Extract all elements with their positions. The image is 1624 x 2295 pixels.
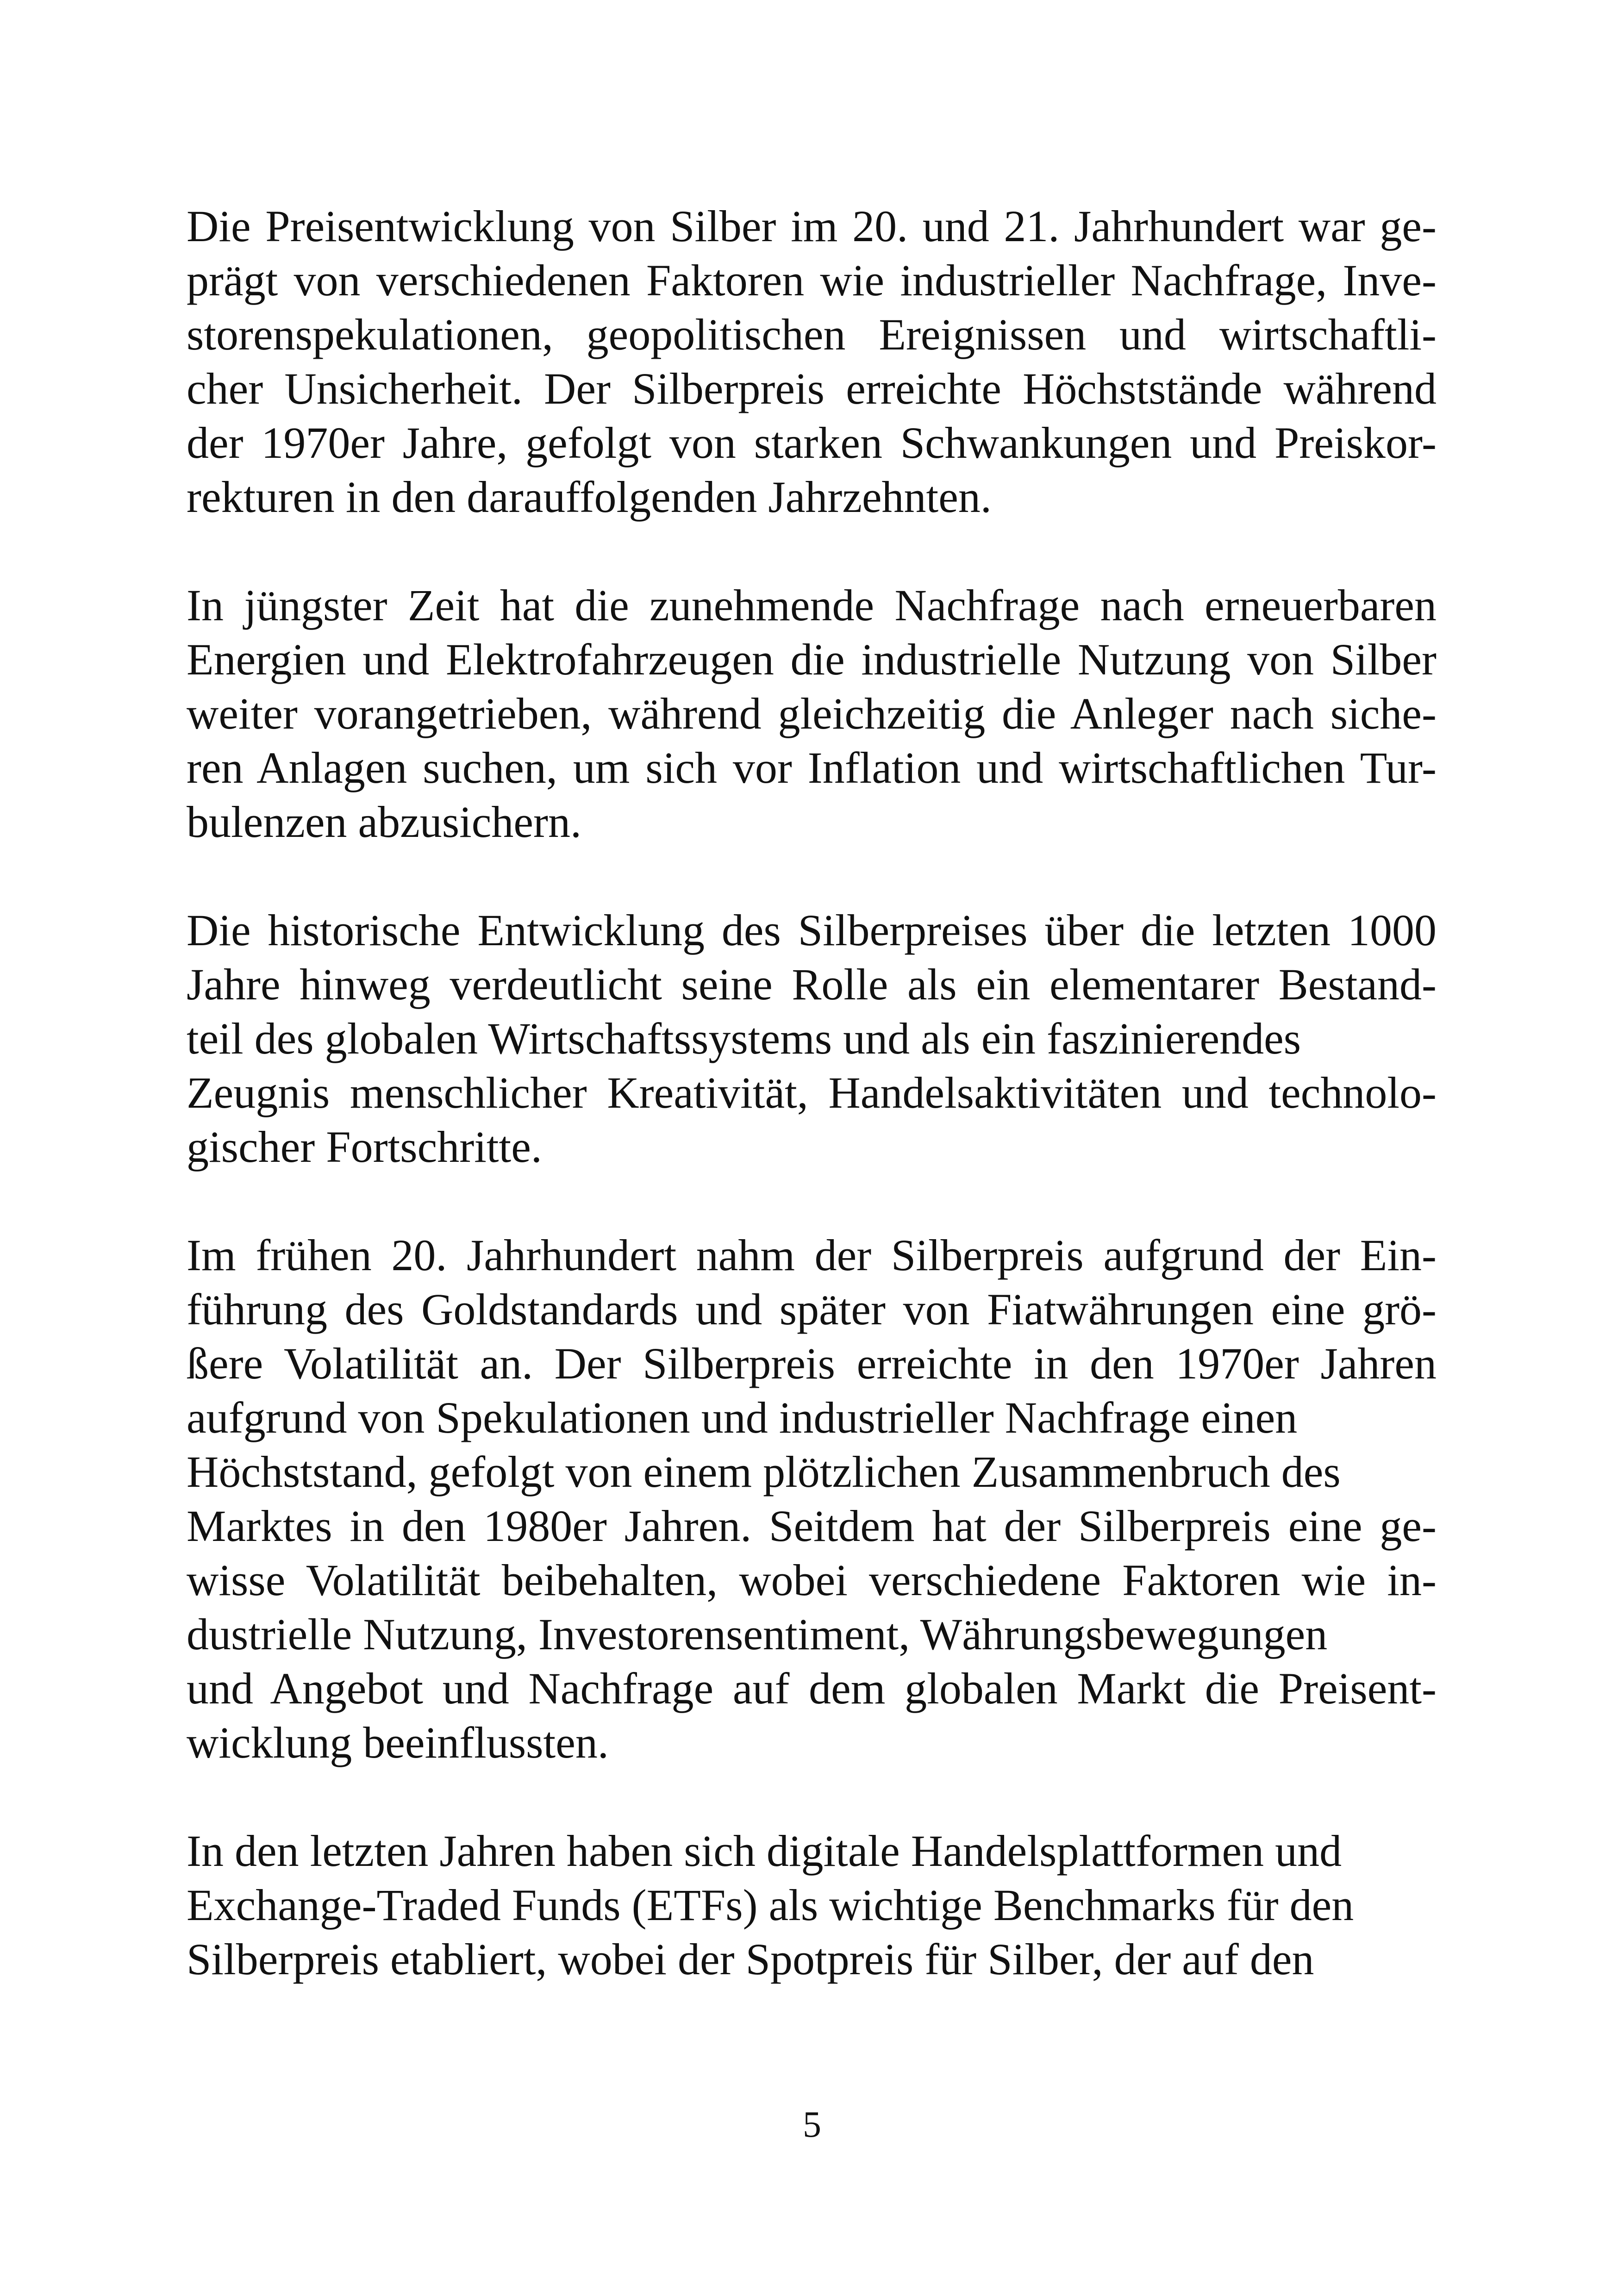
text-line: ßere Volatilität an. Der Silberpreis erreichte in den 1970er Jahren	[187, 1339, 1437, 1388]
text-line: rekturen in den darauffolgenden Jahrzehnten.	[187, 472, 992, 522]
text-line: ren Anlagen suchen, um sich vor Inflation und wirtschaftlichen Tur-	[187, 743, 1437, 792]
text-line: Energien und Elektrofahrzeugen die industrielle Nutzung von Silber	[187, 635, 1437, 684]
text-line: bulenzen abzusichern.	[187, 797, 581, 847]
body-text	[187, 199, 1437, 2040]
text-line: gischer Fortschritte.	[187, 1122, 542, 1172]
text-line: Silberpreis etabliert, wobei der Spotpreis für Silber, der auf den	[187, 1934, 1314, 1984]
text-line: führung des Goldstandards und später von Fiatwährungen eine grö-	[187, 1285, 1437, 1334]
text-line: In jüngster Zeit hat die zunehmende Nachfrage nach erneuerbaren	[187, 580, 1437, 630]
text-line: In den letzten Jahren haben sich digitale Handelsplattformen und	[187, 1826, 1342, 1876]
text-line: Höchststand, gefolgt von einem plötzlichen Zusammenbruch des	[187, 1447, 1341, 1497]
text-line: wicklung beeinflussten.	[187, 1718, 609, 1767]
text-line: weiter vorangetrieben, während gleichzeitig die Anleger nach siche-	[187, 689, 1437, 738]
text-line: prägt von verschiedenen Faktoren wie industrieller Nachfrage, Inve-	[187, 256, 1437, 305]
paragraph	[187, 1228, 1437, 1770]
text-line: Exchange-Traded Funds (ETFs) als wichtige Benchmarks für den	[187, 1880, 1354, 1930]
text-line: Die Preisentwicklung von Silber im 20. und 21. Jahrhundert war ge-	[187, 201, 1437, 251]
text-line: Die historische Entwicklung des Silberpreises über die letzten 1000	[187, 905, 1437, 955]
paragraph	[187, 199, 1437, 524]
paragraph	[187, 1824, 1437, 1986]
paragraph	[187, 903, 1437, 1174]
text-line: storenspekulationen, geopolitischen Ereignissen und wirtschaftli-	[187, 310, 1437, 359]
text-line: und Angebot und Nachfrage auf dem globalen Markt die Preisent-	[187, 1664, 1437, 1713]
text-line: der 1970er Jahre, gefolgt von starken Schwankungen und Preiskor-	[187, 418, 1437, 468]
text-line: Marktes in den 1980er Jahren. Seitdem hat der Silberpreis eine ge-	[187, 1501, 1437, 1551]
text-line: aufgrund von Spekulationen und industrieller Nachfrage einen	[187, 1393, 1298, 1442]
text-line: dustrielle Nutzung, Investorensentiment, Währungsbewegungen	[187, 1609, 1328, 1659]
text-line: Im frühen 20. Jahrhundert nahm der Silberpreis aufgrund der Ein-	[187, 1230, 1437, 1280]
text-line: cher Unsicherheit. Der Silberpreis erreichte Höchststände während	[187, 364, 1437, 413]
text-line: wisse Volatilität beibehalten, wobei verschiedene Faktoren wie in-	[187, 1555, 1437, 1605]
page-number: 5	[803, 2104, 821, 2145]
paragraph	[187, 578, 1437, 849]
text-line: Zeugnis menschlicher Kreativität, Handelsaktivitäten und technolo-	[187, 1068, 1437, 1117]
text-line: teil des globalen Wirtschaftssystems und als ein faszinierendes	[187, 1014, 1301, 1063]
text-line: Jahre hinweg verdeutlicht seine Rolle als ein elementarer Bestand-	[187, 960, 1437, 1009]
